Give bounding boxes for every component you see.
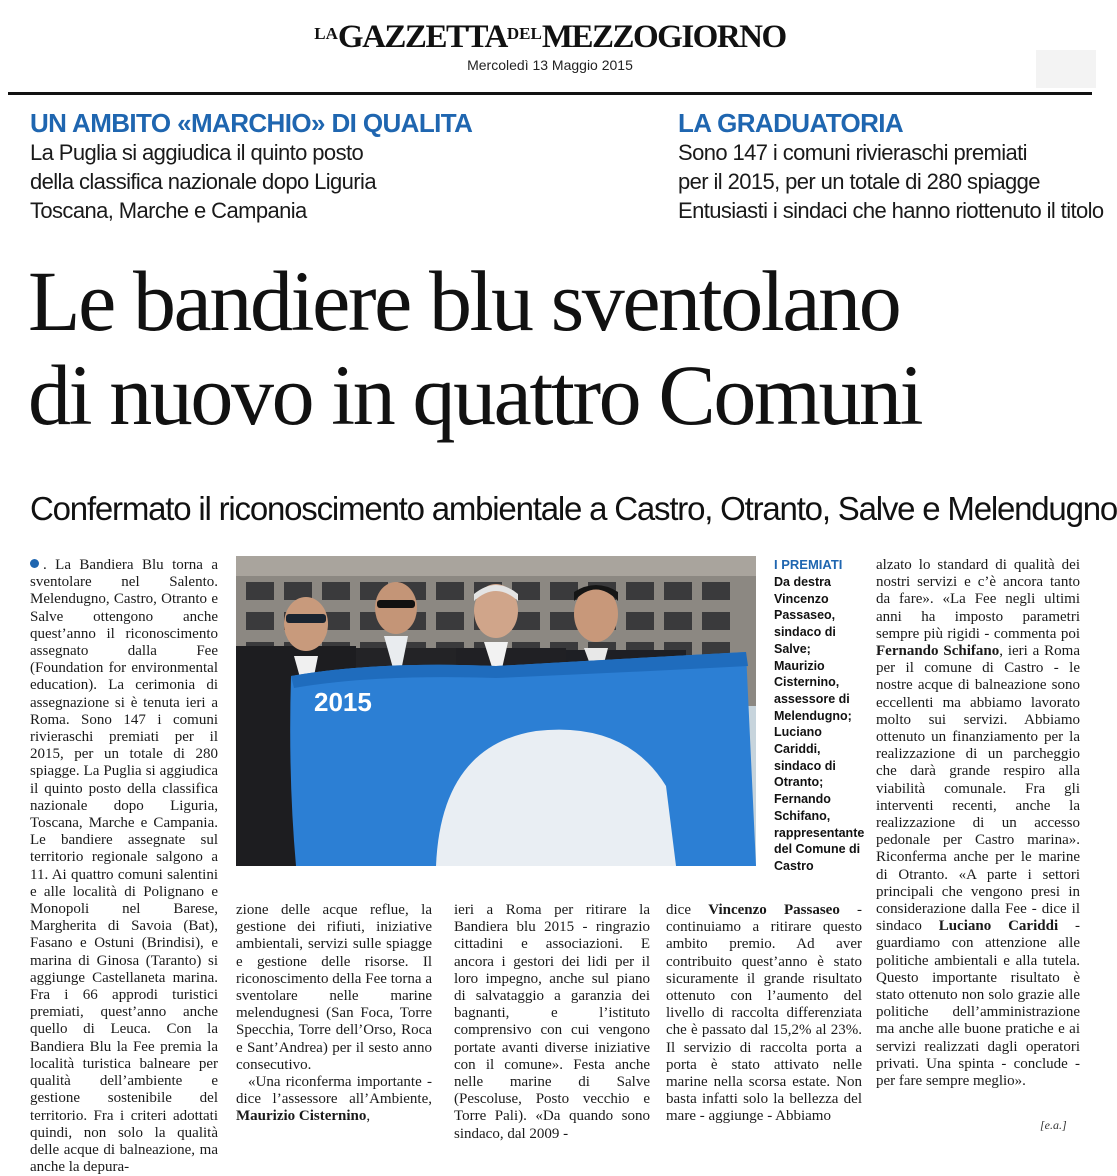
article-column-3 [454, 902, 650, 1142]
author-signature: [e.a.] [1040, 1118, 1067, 1132]
kicker-left-line: Toscana, Marche e Campania [30, 198, 307, 223]
bullet-icon [30, 559, 39, 568]
flag-year-label: 2015 [314, 687, 372, 717]
article-text: alzato lo standard di qualità dei nostri servizi e c’è ancora tanto da fare». «La Fee negli ultimi anni ha imposto parametri sempre più rigidi - commenta poi [876, 557, 1080, 642]
article-text: - continuiamo a ritirare questo ambito premio. Ad aver contribuito quest’anno è stato sicuramente il grande risultato ottenuto con l’aumento del livello di raccolta differenziata che è passato dal 15,2% al 23%. Il servizio di raccolta porta a porta è stato attivato nelle marine nella scorsa estate. Non basta infatti solo la bellezza del mare - aggiunge - Abbiamo [666, 902, 863, 1125]
article-text: , ieri a Roma per il comune di Castro - le nostre acque di balneazione sono eccellenti ma abbiamo lavorato molto sui servizi. Abbiamo ottenuto un finanziamento per la realizzazione di un parcheggio che darà grande respiro alla viabilità comunale. Fra gli interventi recenti, anche la realizzazione di un accesso pedonale per Castro marina». Riconferma anche per le marine di Otranto. «A parte i settori principali che vengono presi in considerazione dalla Fee - dice il sindaco [876, 643, 1080, 935]
person-name: Luciano Cariddi [938, 918, 1059, 935]
article-column-1 [30, 557, 218, 1176]
masthead-rule [8, 92, 1092, 95]
subheadline: Confermato il riconoscimento ambientale a Castro, Otranto, Salve e Melendugno [30, 490, 1117, 527]
article-text: - guardiamo con attenzione alle politiche ambientali e alla tutela. Questo importante risultato è stato ottenuto non solo grazie alle politiche dell’amministrazione ma anche alle buone pratiche e ai servizi realizzati dagli operatori privati. Una spinta - conclude - per fare sempre meglio». [876, 918, 1080, 1090]
kicker-right-heading: LA GRADUATORIA [678, 108, 904, 138]
article-text: «Una riconferma importante - dice l’assessore all’Ambiente, [236, 1074, 432, 1108]
article-column-4: dice Vincenzo Passaseo - continuiamo a ritirare questo ambito premio. Ad aver contribuito quest’anno è stato sicuramente il grande risultato ottenuto con l’aumento del livello di raccolta differenziata che è passato dal 15,2% al 23%. Il servizio di raccolta porta a porta è stato attivato nelle marine nella scorsa estate. Non basta infatti solo la bellezza del mare - aggiunge - Abbiamo [666, 902, 863, 1125]
kicker-right-line: Sono 147 i comuni rivieraschi premiati [678, 140, 1027, 165]
article-text: ieri a Roma per ritirare la Bandiera blu 2015 - ringrazio cittadini e associazioni. E ancora i gestori dei lidi per il loro impegno, anche sul piano di salvataggio a garanzia dei bagnanti, e l’istituto comprensivo con cui vengono portate avanti diverse iniziative con il comune». Festa anche nelle marine di Salve (Pescoluse, Posto vecchio e Torre Pali). «Da quando sono sindaco, dal 2009 - [454, 902, 650, 1142]
person-name: Fernando Schifano [876, 643, 1000, 660]
masthead [0, 14, 1100, 73]
corner-label-box [1036, 50, 1096, 88]
kicker-right-line: per il 2015, per un totale di 280 spiagge [678, 169, 1040, 194]
kicker-left-line: della classifica nazionale dopo Liguria [30, 169, 376, 194]
kicker-left-heading: UN AMBITO «MARCHIO» DI QUALITA [30, 108, 473, 138]
photo-caption [774, 557, 864, 875]
article-column-2: zione delle acque reflue, la gestione dei rifiuti, iniziative ambientali, servizi sulle spiagge e gestione delle risorse. Il riconoscimento della Fee torna a sventolare nelle marine melendugnesi (San Foca, Torre Specchia, Torre dell’Orso, Roca e Sant’Andrea) per il sesto anno consecutivo. «Una riconferma importante - dice l’assessore all’Ambiente, Maurizio Cisternino, [236, 902, 432, 1125]
article-text: zione delle acque reflue, la gestione dei rifiuti, iniziative ambientali, servizi sulle spiagge e gestione delle risorse. Il riconoscimento della Fee torna a sventolare nelle marine melendugnesi (San Foca, Torre Specchia, Torre dell’Orso, Roca e Sant’Andrea) per il sesto anno consecutivo. [236, 902, 432, 1073]
headline-line-1: Le bandiere blu sventolano [28, 253, 900, 349]
headline [28, 254, 1088, 442]
kicker-left [30, 108, 472, 225]
article-column-5 [876, 557, 1080, 1117]
photo-flag-award [236, 556, 756, 866]
caption-heading: I PREMIATI [774, 557, 843, 572]
kicker-right [678, 108, 1104, 225]
person-name: Vincenzo Passaseo [708, 902, 840, 918]
kicker-left-line: La Puglia si aggiudica il quinto posto [30, 140, 364, 165]
kicker-right-line: Entusiasti i sindaci che hanno riottenuto il titolo [678, 198, 1104, 223]
person-name: Maurizio Cisternino [236, 1108, 367, 1125]
article-text: . La Bandiera Blu torna a sventolare nel Salento. Melendugno, Castro, Otranto e Salve ottengono anche quest’anno il riconoscimento assegnato dalla Fee (Foundation for environmental education). La cerimonia di assegnazione si è tenuta ieri a Roma. Sono 147 i comuni rivieraschi premiati per il 2015, per un totale di 280 spiagge. La Puglia si aggiudica il quinto posto della classifica nazionale dopo Liguria, Toscana, Marche e Campania. Le bandiere assegnate sul territorio regionale salgono a 11. Ai quattro comuni salentini e alle località di Polignano e Monopoli nel Barese, Margherita di Savoia (Bat), Fasano e Ostuni (Brindisi), e marina di Ginosa (Taranto) si aggiunge Castellaneta marina. Fra i 66 approdi turistici premiati, quest’anno anche quello di Leuca. Con la Bandiera Blu la Fee premia la località turistica balneare per qualità dell’ambiente e gestione sostenibile del territorio. Fra i criteri adottati quindi, non solo la qualità delle acque di balneazione, ma anche la depura- [30, 557, 218, 1176]
headline-line-2: di nuovo in quattro Comuni [28, 347, 922, 443]
blue-flag [290, 652, 756, 866]
caption-text: Da destra Vincenzo Passaseo, sindaco di Salve; Maurizio Cisternino, assessore di Melendugno; Luciano Cariddi, sindaco di Otranto; Fernando Schifano, rappresentante del Comune di Castro [774, 575, 865, 873]
newspaper-logo: $^{LA}GAZZETTA^{DEL}MEZZOGIORNO$ [314, 19, 786, 55]
issue-date: Mercoledì 13 Maggio 2015 [467, 57, 633, 73]
